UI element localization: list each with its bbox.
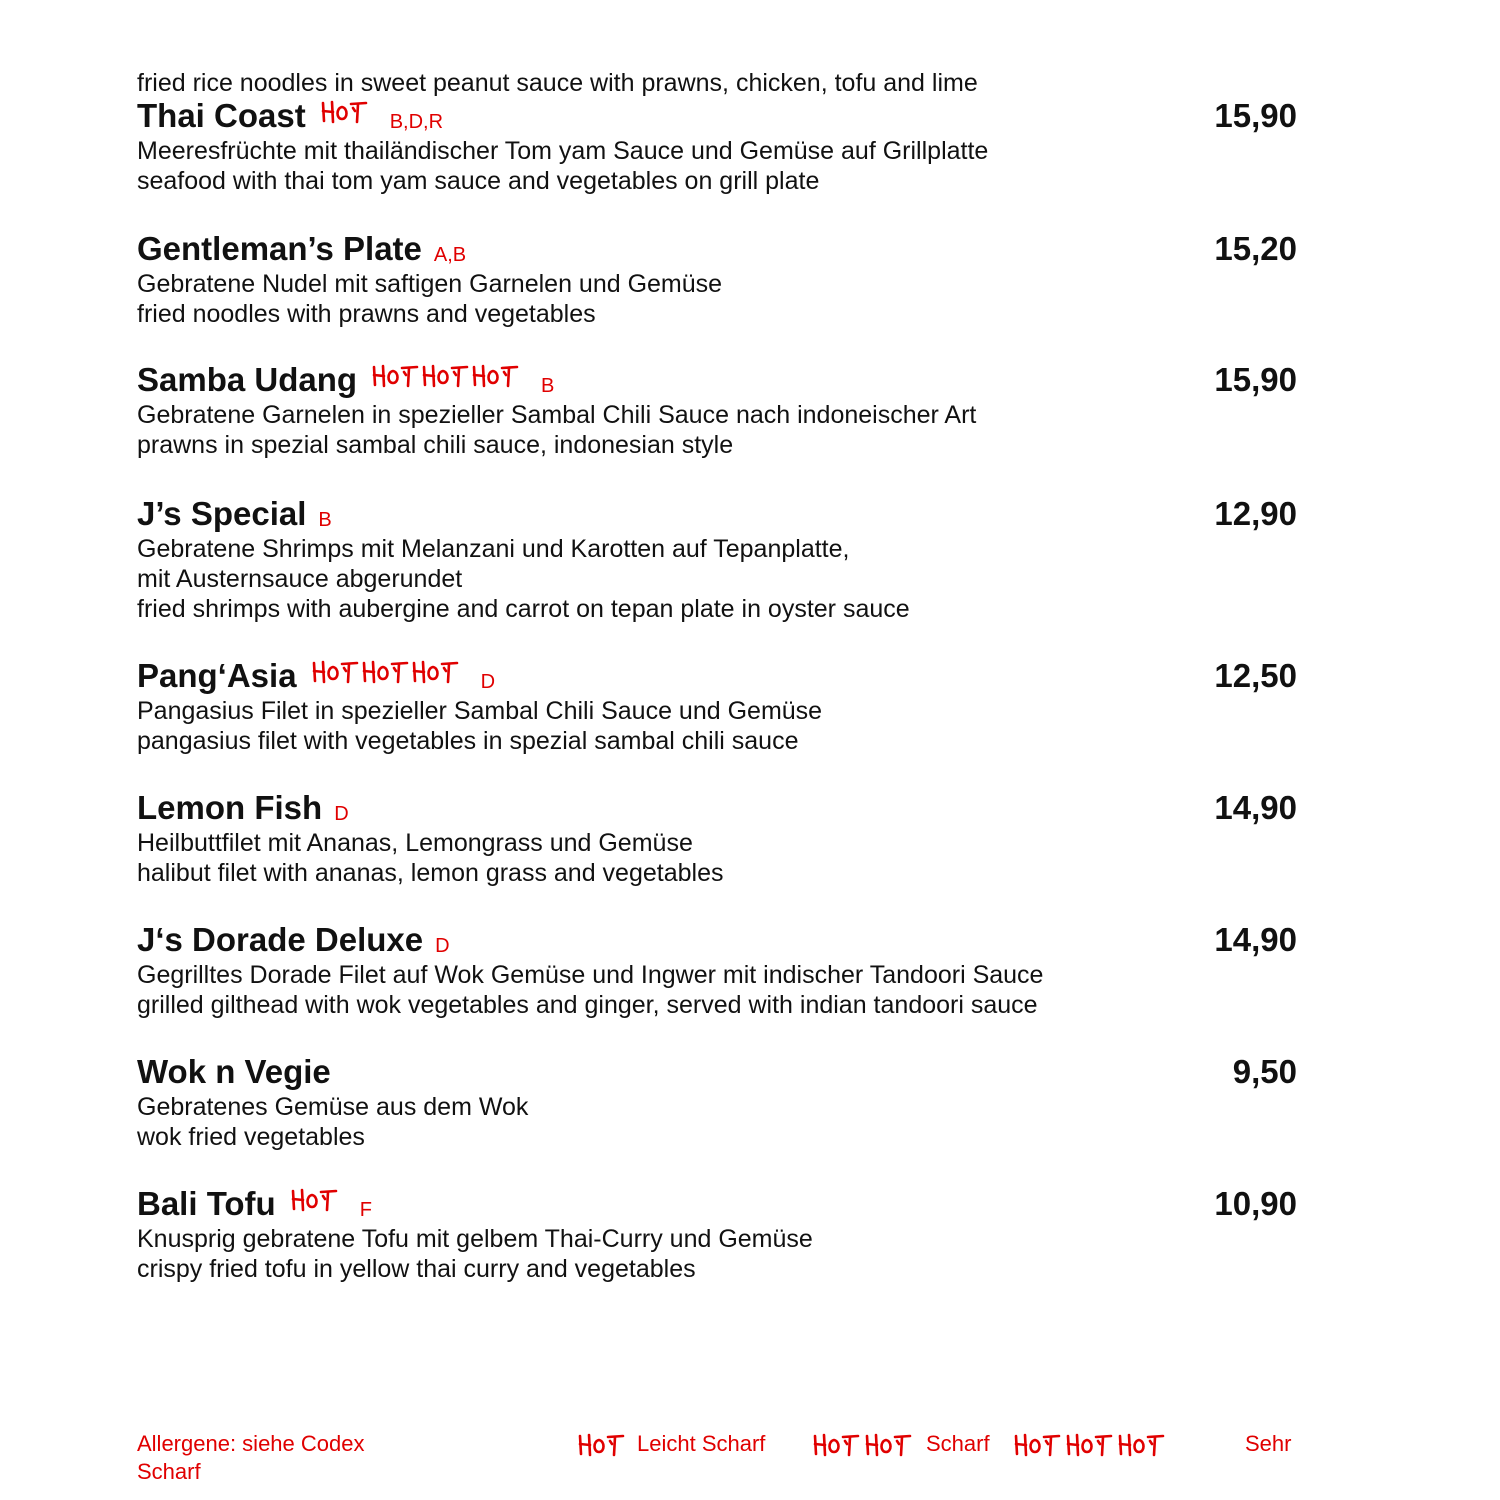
hot-icon [864, 1432, 912, 1458]
allergen-codes: B [318, 509, 332, 531]
hot-icon [812, 1432, 860, 1458]
menu-item [137, 920, 1297, 1020]
hot-icon [421, 363, 469, 389]
dish-description-line: Gebratene Garnelen in spezieller Sambal Chili Sauce nach indoneischer Art [137, 401, 977, 429]
menu-item [137, 494, 1297, 624]
dish-price: 14,90 [1214, 789, 1297, 826]
dish-name: Gentleman’s Plate [137, 230, 422, 267]
hot-icon [577, 1432, 625, 1458]
legend-allergen-note: Allergene: siehe Codex [137, 1431, 365, 1456]
legend-hot-level-2 [812, 1432, 916, 1458]
dish-price: 15,90 [1214, 97, 1297, 134]
hot-icon [320, 99, 368, 125]
menu-item-header [137, 656, 1297, 696]
menu-item [137, 360, 1297, 460]
dish-name: Lemon Fish [137, 789, 323, 826]
dish-description-line: Meeresfrüchte mit thailändischer Tom yam Sauce und Gemüse auf Grillplatte [137, 137, 989, 165]
hot-icon [311, 659, 359, 685]
menu-item-header [137, 1052, 1297, 1092]
dish-price: 15,90 [1214, 361, 1297, 398]
menu-item-header [137, 920, 1297, 960]
menu-item-header [137, 788, 1297, 828]
hot-icon [361, 659, 409, 685]
dish-description-line: Gebratene Nudel mit saftigen Garnelen und Gemüse [137, 270, 723, 298]
dish-name: Thai Coast [137, 97, 306, 134]
legend-hot-level-3 [1013, 1432, 1169, 1458]
dish-name: Samba Udang [137, 361, 358, 398]
hot-icon [471, 363, 519, 389]
legend-hot-level-1 [577, 1432, 629, 1458]
spice-level-indicator [311, 659, 461, 687]
dish-description-line: Heilbuttfilet mit Ananas, Lemongrass und Gemüse [137, 829, 693, 857]
dish-description-line: Gebratene Shrimps mit Melanzani und Karotten auf Tepanplatte, [137, 535, 850, 563]
spice-level-indicator [371, 363, 521, 391]
dish-description-line: Knusprig gebratene Tofu mit gelbem Thai-Curry und Gemüse [137, 1225, 813, 1253]
hot-icon [411, 659, 459, 685]
spice-level-indicator [320, 99, 370, 127]
hot-icon [1117, 1432, 1165, 1458]
legend-level3-label: Sehr [1245, 1431, 1292, 1456]
dish-description-line: halibut filet with ananas, lemon grass and vegetables [137, 859, 724, 887]
allergen-codes: F [359, 1199, 372, 1221]
dish-description-line: seafood with thai tom yam sauce and vegetables on grill plate [137, 167, 820, 195]
allergen-codes: D [334, 803, 349, 825]
menu-item [137, 96, 1297, 196]
menu-item-header [137, 1184, 1297, 1224]
hot-icon [1013, 1432, 1061, 1458]
dish-description-line: crispy fried tofu in yellow thai curry and vegetables [137, 1255, 696, 1283]
dish-description-line: Pangasius Filet in spezieller Sambal Chili Sauce und Gemüse [137, 697, 823, 725]
dish-price: 12,50 [1214, 657, 1297, 694]
dish-price: 9,50 [1232, 1053, 1297, 1090]
dish-name: Wok n Vegie [137, 1053, 331, 1090]
allergen-codes: B,D,R [389, 111, 444, 133]
allergen-codes: D [435, 935, 450, 957]
menu-item [137, 788, 1297, 888]
menu-item [137, 1052, 1297, 1152]
menu-item-header [137, 494, 1297, 534]
menu-item-header [137, 96, 1297, 136]
dish-description-line: fried shrimps with aubergine and carrot on tepan plate in oyster sauce [137, 595, 910, 623]
dish-description-line: pangasius filet with vegetables in spezial sambal chili sauce [137, 727, 799, 755]
allergen-codes: A,B [433, 244, 467, 266]
dish-price: 15,20 [1214, 230, 1297, 267]
dish-description-line: fried noodles with prawns and vegetables [137, 300, 596, 328]
dish-name: J’s Special [137, 495, 307, 532]
dish-description-line: grilled gilthead with wok vegetables and ginger, served with indian tandoori sauce [137, 991, 1038, 1019]
menu-item [137, 229, 1297, 329]
legend-level1-label: Leicht Scharf [637, 1431, 766, 1456]
dish-description-line: Gebratenes Gemüse aus dem Wok [137, 1093, 529, 1121]
allergen-codes: D [480, 671, 496, 693]
dish-description-line: prawns in spezial sambal chili sauce, indonesian style [137, 431, 734, 459]
intro-description: fried rice noodles in sweet peanut sauce with prawns, chicken, tofu and lime [137, 69, 978, 97]
dish-description-line: Gegrilltes Dorade Filet auf Wok Gemüse und Ingwer mit indischer Tandoori Sauce [137, 961, 1044, 989]
dish-price: 14,90 [1214, 921, 1297, 958]
allergen-codes: B [541, 375, 555, 397]
spice-level-indicator [290, 1187, 340, 1215]
legend [137, 1430, 1297, 1490]
dish-price: 12,90 [1214, 495, 1297, 532]
legend-level2-label: Scharf [926, 1431, 990, 1456]
hot-icon [290, 1187, 338, 1213]
dish-price: 10,90 [1214, 1185, 1297, 1222]
hot-icon [371, 363, 419, 389]
hot-icon [1065, 1432, 1113, 1458]
menu-item-header [137, 360, 1297, 400]
dish-description-line: wok fried vegetables [137, 1123, 365, 1151]
menu-item [137, 656, 1297, 756]
legend-allergen-note-wrap: Scharf [137, 1459, 201, 1484]
dish-name: Pang‘Asia [137, 657, 297, 694]
menu-item [137, 1184, 1297, 1284]
dish-name: Bali Tofu [137, 1185, 276, 1222]
dish-description-line: mit Austernsauce abgerundet [137, 565, 463, 593]
menu-item-header [137, 229, 1297, 269]
dish-name: J‘s Dorade Deluxe [137, 921, 424, 958]
